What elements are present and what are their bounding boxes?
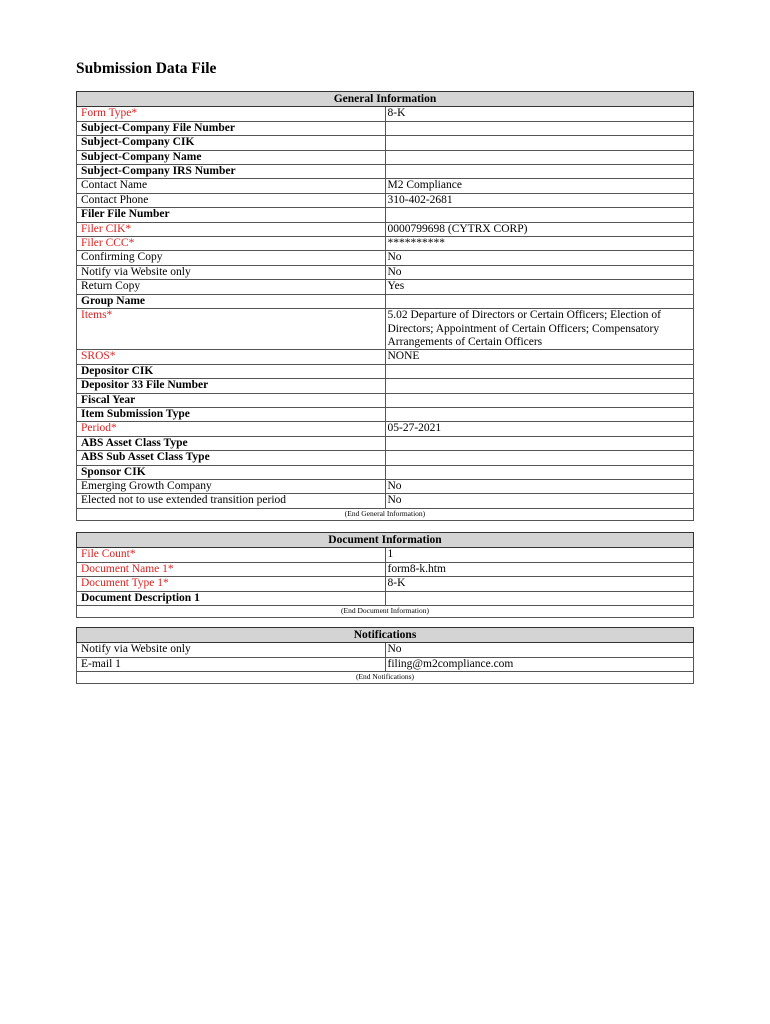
field-value <box>385 436 694 450</box>
field-label: Notify via Website only <box>77 643 386 657</box>
field-label: SROS* <box>77 350 386 364</box>
field-value: NONE <box>385 350 694 364</box>
field-value: M2 Compliance <box>385 179 694 193</box>
field-value <box>385 393 694 407</box>
field-value <box>385 465 694 479</box>
field-label: Period* <box>77 422 386 436</box>
document-information-section <box>76 532 694 618</box>
field-value: ********** <box>385 237 694 251</box>
field-label: ABS Asset Class Type <box>77 436 386 450</box>
field-value: 1 <box>385 548 694 562</box>
field-label: Sponsor CIK <box>77 465 386 479</box>
field-label: E-mail 1 <box>77 657 386 671</box>
items-value: 5.02 Departure of Directors or Certain Officers; Election of Directors; Appointment of Certain Officers; Compensatory Arrangements of Certain Officers <box>385 309 694 350</box>
section-end-note: (End Document Information) <box>76 606 694 618</box>
field-label: Filer File Number <box>77 208 386 222</box>
section-heading: General Information <box>77 92 694 107</box>
field-value <box>385 136 694 150</box>
field-value <box>385 208 694 222</box>
field-value <box>385 294 694 308</box>
field-value: No <box>385 265 694 279</box>
field-value <box>385 150 694 164</box>
section-heading: Notifications <box>77 628 694 643</box>
field-label: Subject-Company File Number <box>77 121 386 135</box>
field-value: Yes <box>385 280 694 294</box>
notifications-table <box>76 627 694 672</box>
field-label: Filer CCC* <box>77 237 386 251</box>
field-value <box>385 121 694 135</box>
field-label: Notify via Website only <box>77 265 386 279</box>
general-information-table <box>76 91 694 509</box>
field-label: Group Name <box>77 294 386 308</box>
field-label: Fiscal Year <box>77 393 386 407</box>
page-title: Submission Data File <box>76 60 217 77</box>
field-label: Subject-Company Name <box>77 150 386 164</box>
field-value <box>385 451 694 465</box>
field-label: Document Description 1 <box>77 591 386 605</box>
field-value: 05-27-2021 <box>385 422 694 436</box>
field-label: Filer CIK* <box>77 222 386 236</box>
email-value: filing@m2compliance.com <box>385 657 694 671</box>
field-value: 310-402-2681 <box>385 193 694 207</box>
field-label: Item Submission Type <box>77 407 386 421</box>
field-label: ABS Sub Asset Class Type <box>77 451 386 465</box>
notifications-section <box>76 627 694 684</box>
field-value: No <box>385 251 694 265</box>
document-information-table <box>76 532 694 606</box>
field-value <box>385 591 694 605</box>
field-label: Items* <box>77 309 386 350</box>
field-label: File Count* <box>77 548 386 562</box>
section-end-note: (End General Information) <box>76 509 694 521</box>
field-value <box>385 165 694 179</box>
field-value <box>385 379 694 393</box>
field-label: Contact Phone <box>77 193 386 207</box>
field-value: No <box>385 643 694 657</box>
field-label: Subject-Company CIK <box>77 136 386 150</box>
field-label: Document Name 1* <box>77 562 386 576</box>
field-label: Document Type 1* <box>77 577 386 591</box>
section-end-note: (End Notifications) <box>76 672 694 684</box>
field-value <box>385 364 694 378</box>
section-heading: Document Information <box>77 533 694 548</box>
field-label: Return Copy <box>77 280 386 294</box>
field-label: Form Type* <box>77 107 386 121</box>
field-value: No <box>385 494 694 508</box>
general-information-section <box>76 91 694 521</box>
field-value <box>385 407 694 421</box>
field-value: 8-K <box>385 107 694 121</box>
field-value: 0000799698 (CYTRX CORP) <box>385 222 694 236</box>
field-label: Depositor CIK <box>77 364 386 378</box>
field-label: Contact Name <box>77 179 386 193</box>
field-label: Depositor 33 File Number <box>77 379 386 393</box>
field-label: Emerging Growth Company <box>77 479 386 493</box>
field-value: 8-K <box>385 577 694 591</box>
field-value: No <box>385 479 694 493</box>
field-label: Subject-Company IRS Number <box>77 165 386 179</box>
field-label: Confirming Copy <box>77 251 386 265</box>
field-value: form8-k.htm <box>385 562 694 576</box>
field-label: Elected not to use extended transition period <box>77 494 386 508</box>
